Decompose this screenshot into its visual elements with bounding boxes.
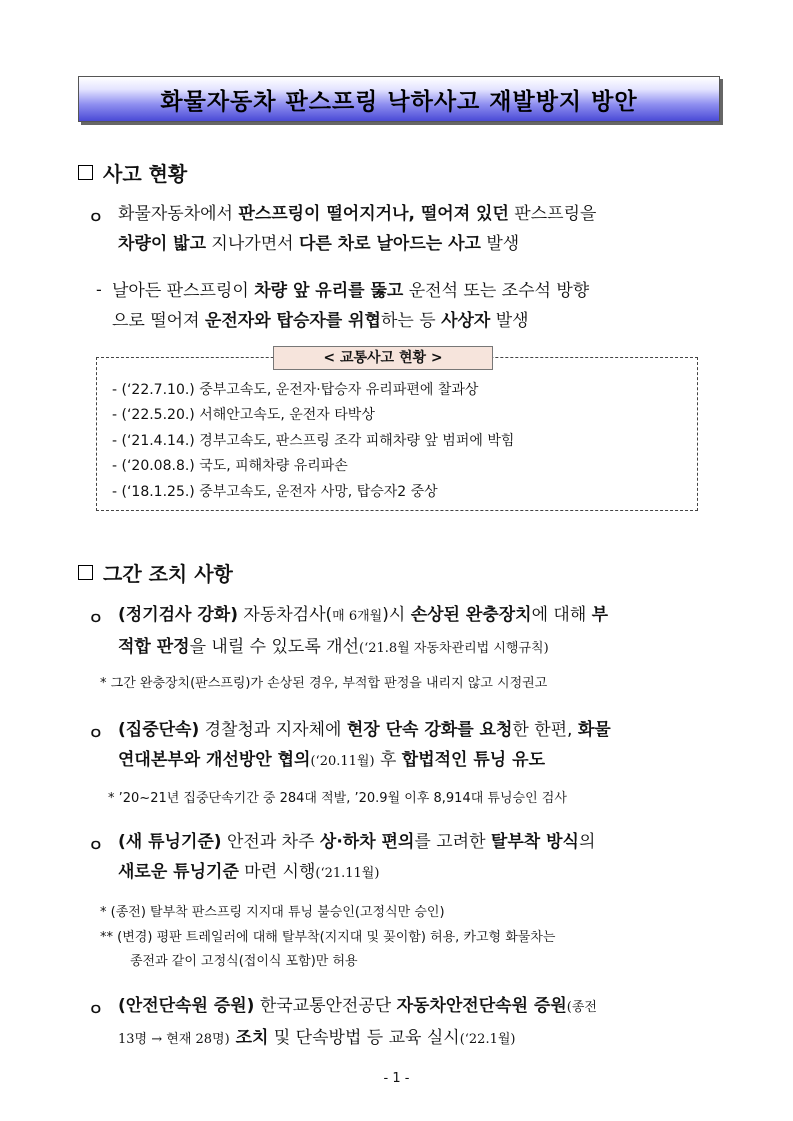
accident-row: - (‘20.08.8.) 국도, 피해차량 유리파손 (112, 458, 348, 474)
circle-bullet-icon: ㅇ (88, 609, 104, 628)
measure-crackdown: (집중단속) 경찰청과 지자체에 현장 단속 강화를 요청한 한편, 화물 연대본부와 개선방안 협의(‘20.11월) 후 합법적인 튜닝 유도 (118, 720, 611, 770)
page-number: - 1 - (383, 1071, 410, 1086)
accident-row: - (‘21.4.14.) 경부고속도, 판스프링 조각 피해차량 앞 범퍼에 박힘 (112, 433, 515, 449)
accident-status-label: < 교통사고 현황 > (273, 346, 493, 370)
section-heading-accident: 사고 현황 (78, 158, 187, 187)
circle-bullet-icon: ㅇ (88, 1000, 104, 1019)
square-bullet-icon (78, 165, 93, 180)
measure-inspection: (정기검사 강화) 자동차검사(매 6개월)시 손상된 완충장치에 대해 부 적합 판정을 내릴 수 있도록 개선(‘21.8월 자동차관리법 시행규칙) (118, 605, 609, 657)
circle-bullet-icon: ㅇ (88, 208, 104, 227)
inspection-note: * 그간 완충장치(판스프링)가 손상된 경우, 부적합 판정을 내리지 않고 시정권고 (100, 676, 548, 691)
measure-enforcers: (안전단속원 증원) 한국교통안전공단 자동차안전단속원 증원(종전 13명 → 현재 28명) 조치 및 단속방법 등 교육 실시(‘22.1월) (118, 996, 597, 1048)
tuning-note-3: 종전과 같이 고정식(접이식 포함)만 허용 (130, 954, 358, 969)
tuning-note-2: ** (변경) 평판 트레일러에 대해 탈부착(지지대 및 꽂이함) 허용, 카고형 화물차는 (100, 930, 556, 945)
accident-paragraph-2: 날아든 판스프링이 차량 앞 유리를 뚫고 운전석 또는 조수석 방향 으로 떨어져 운전자와 탑승자를 위협하는 등 사상자 발생 (112, 281, 590, 331)
circle-bullet-icon: ㅇ (88, 724, 104, 743)
accident-row: - (‘22.7.10.) 중부고속도, 운전자·탑승자 유리파편에 찰과상 (112, 382, 479, 398)
circle-bullet-icon: ㅇ (88, 836, 104, 855)
dash-bullet: - (96, 280, 102, 299)
title-banner (78, 76, 720, 122)
accident-row: - (‘18.1.25.) 중부고속도, 운전자 사망, 탑승자2 중상 (112, 484, 438, 500)
tuning-note-1: * (종전) 탈부착 판스프링 지지대 튜닝 불승인(고정식만 승인) (100, 905, 445, 920)
page-title: 화물자동차 판스프링 낙하사고 재발방지 방안 (160, 88, 638, 115)
square-bullet-icon (78, 565, 93, 580)
crackdown-note: * ’20~21년 집중단속기간 중 284대 적발, ’20.9월 이후 8,914대 튜닝승인 검사 (108, 791, 567, 806)
accident-paragraph-1: 화물자동차에서 판스프링이 떨어지거나, 떨어져 있던 판스프링을 차량이 밟고 지나가면서 다른 차로 날아드는 사고 발생 (118, 204, 597, 254)
accident-row: - (‘22.5.20.) 서해안고속도, 운전자 타박상 (112, 407, 375, 423)
section-heading-measures: 그간 조치 사항 (78, 558, 233, 587)
measure-tuning: (새 튜닝기준) 안전과 차주 상·하차 편의를 고려한 탈부착 방식의 새로운 튜닝기준 마련 시행(‘21.11월) (118, 832, 596, 882)
